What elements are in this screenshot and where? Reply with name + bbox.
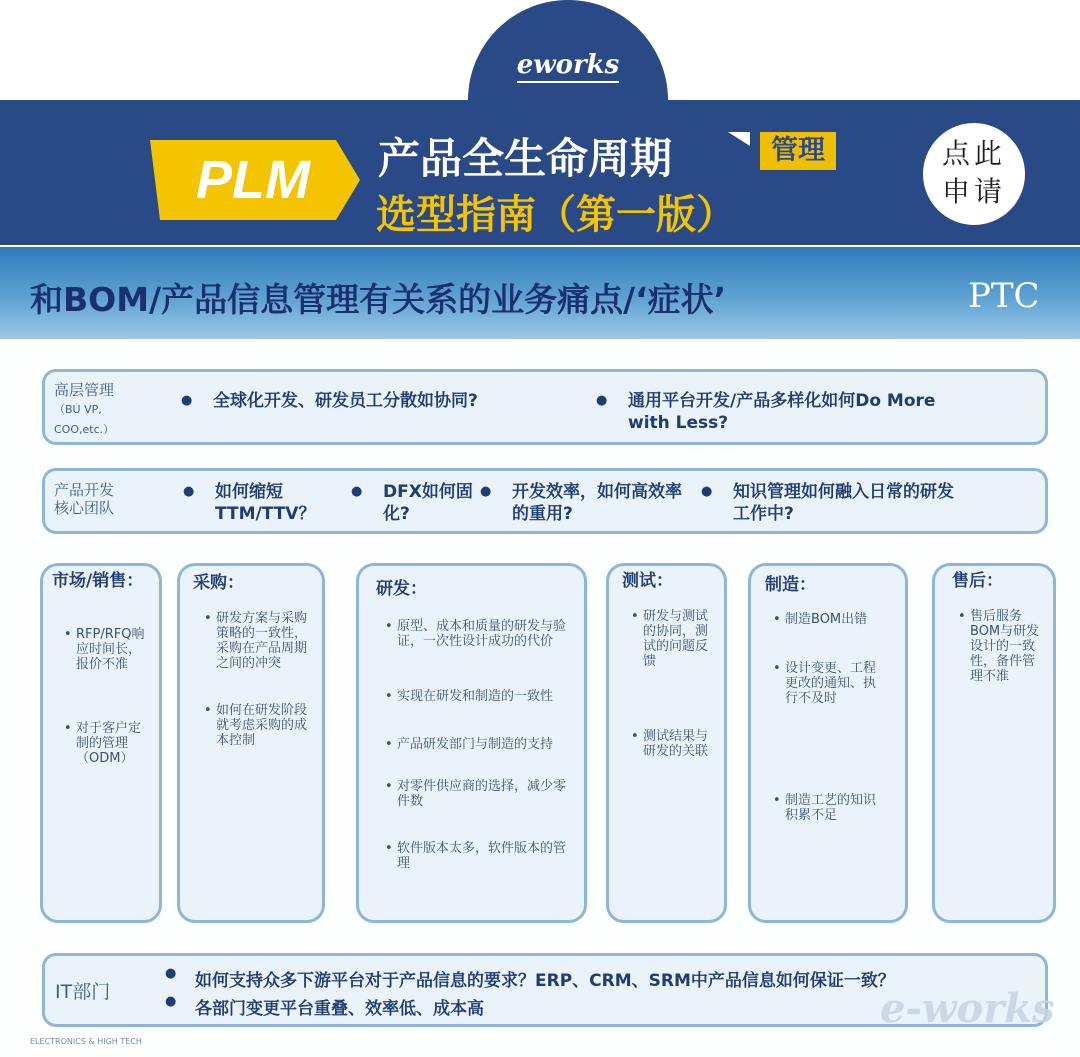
banner-subtitle: 选型指南（第一版）	[376, 192, 736, 238]
column-after-sales-title: 售后：	[952, 571, 1003, 591]
banner-tag: 管理	[760, 132, 836, 170]
column-purchasing-title: 采购：	[193, 573, 244, 593]
row-it-item: ● 如何支持众多下游平台对于产品信息的要求？ERP、CRM、SRM中产品信息如何保证一致？	[195, 966, 895, 991]
row-it-label: IT部门	[55, 981, 111, 1003]
column-rnd-item: • 实现在研发和制造的一致性	[397, 689, 567, 704]
column-sales-item: • 对于客户定制的管理（ODM）	[76, 721, 146, 766]
eworks-logo[interactable]: eworks	[468, 50, 668, 80]
row-it-item: ● 各部门变更平台重叠、效率低、成本高	[195, 994, 484, 1019]
corner-mark-icon	[728, 132, 750, 146]
column-manufacturing-item: • 制造BOM出错	[785, 612, 885, 627]
row-core-team-item: ● 如何缩短TTM/TTV？	[215, 481, 335, 525]
column-testing-title: 测试：	[622, 571, 673, 591]
column-rnd-item: • 对零件供应商的选择，减少零件数	[397, 779, 567, 809]
ptc-logo: PTC	[968, 276, 1040, 316]
row-core-team-item: ● DFX如何固化?	[383, 481, 483, 525]
column-purchasing-item: • 研发方案与采购策略的一致性，采购在产品周期之间的冲突	[216, 611, 311, 671]
plm-label: PLM	[196, 150, 310, 210]
column-manufacturing-title: 制造：	[765, 575, 816, 595]
eworks-watermark: e-works	[880, 985, 1055, 1032]
row-core-team-item: ● 知识管理如何融入日常的研发工作中?	[733, 481, 963, 525]
column-manufacturing-item: • 设计变更、工程更改的通知、执行不及时	[785, 661, 885, 706]
apply-button-label[interactable]: 点此 申请	[941, 137, 1006, 208]
row-executive-item: ● 全球化开发、研发员工分散如协同?	[213, 390, 503, 412]
column-after-sales-item: • 售后服务BOM与研发设计的一致性，备件管理不准	[970, 609, 1040, 684]
row-executive-label: 高层管理 （BU VP, COO,etc.）	[54, 381, 115, 436]
column-sales-title: 市场/销售：	[52, 571, 144, 591]
column-rnd-title: 研发：	[376, 579, 427, 599]
row-core-team-label: 产品开发 核心团队	[54, 481, 115, 517]
banner-title: 产品全生命周期	[378, 134, 673, 183]
column-rnd-item: • 原型、成本和质量的研发与验证，一次性设计成功的代价	[397, 619, 567, 649]
column-rnd-item: • 软件版本太多，软件版本的管理	[397, 841, 567, 871]
column-manufacturing-item: • 制造工艺的知识积累不足	[785, 793, 885, 823]
column-testing-item: • 研发与测试的协同，测试的问题反馈	[643, 609, 713, 669]
column-rnd-item: • 产品研发部门与制造的支持	[397, 737, 567, 752]
column-purchasing-item: • 如何在研发阶段就考虑采购的成本控制	[216, 703, 311, 748]
row-executive-item: ● 通用平台开发/产品多样化如何Do More with Less?	[628, 390, 958, 434]
column-sales-item: • RFP/RFQ响应时间长，报价不准	[76, 627, 146, 672]
row-core-team-item: ● 开发效率，如何高效率的重用?	[512, 481, 692, 525]
slide-title: 和BOM/产品信息管理有关系的业务痛点/‘症状’	[30, 280, 727, 319]
slide-footer: ELECTRONICS & HIGH TECH	[30, 1037, 142, 1046]
column-testing-item: • 测试结果与研发的关联	[643, 729, 713, 759]
